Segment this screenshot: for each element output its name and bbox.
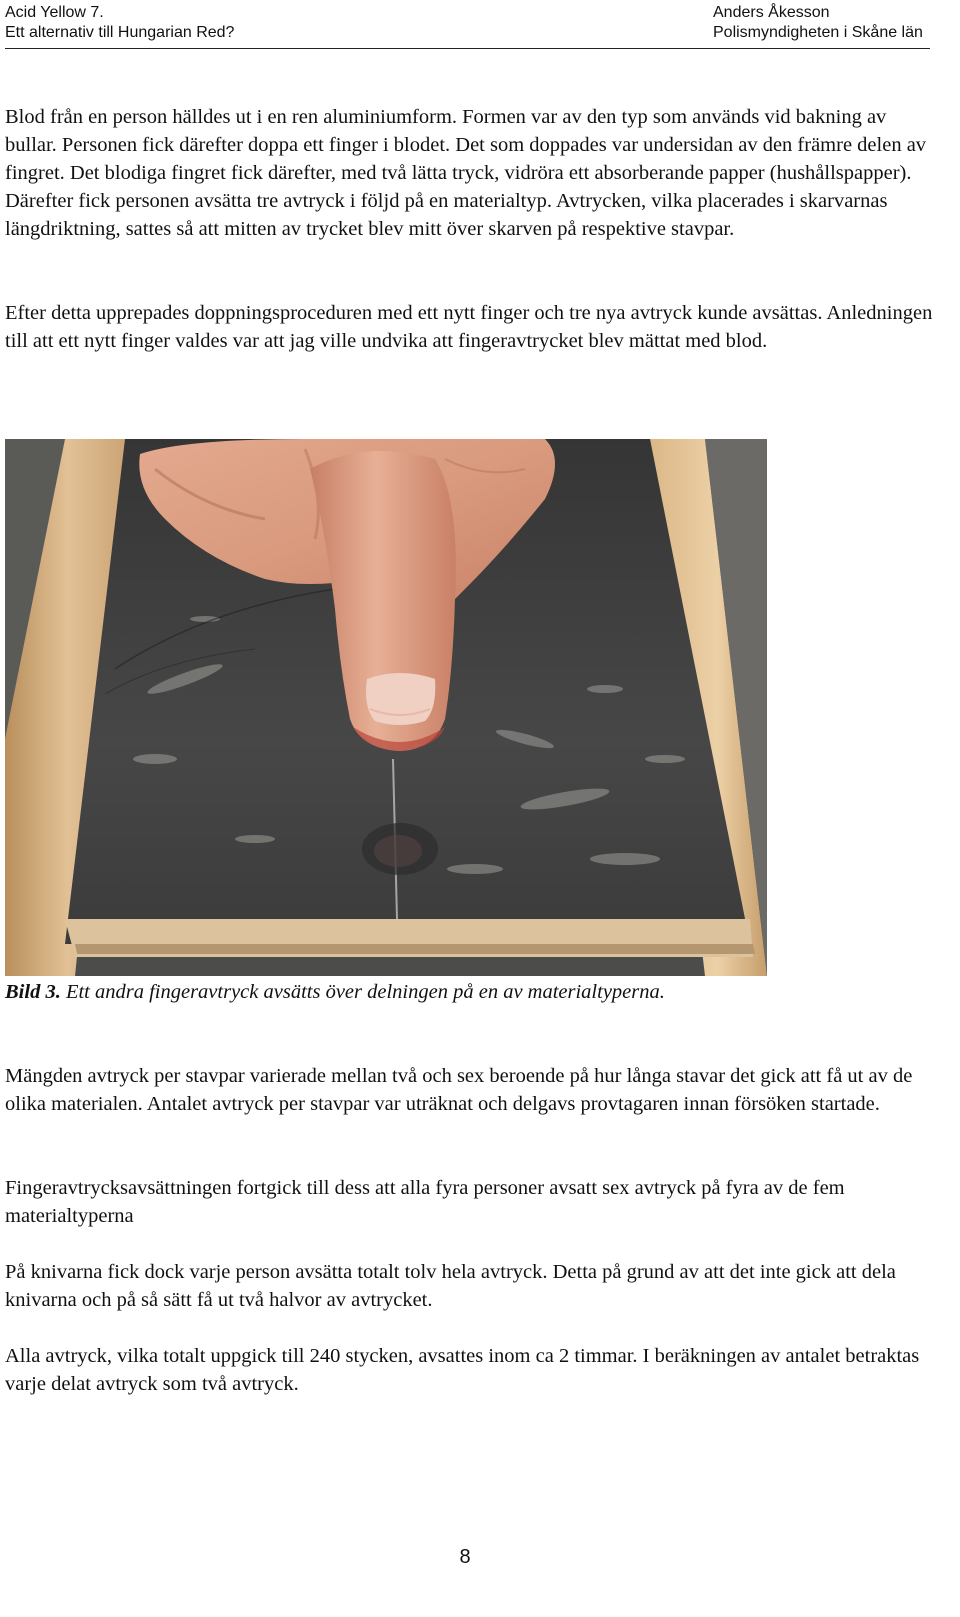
document-title: Acid Yellow 7. (5, 4, 104, 21)
figure-caption-text: Ett andra fingeravtryck avsätts över delningen på en av materialtyperna. (60, 981, 665, 1003)
author-name: Anders Åkesson (713, 4, 830, 21)
document-subtitle: Ett alternativ till Hungarian Red? (5, 24, 235, 41)
paragraph-deposition-progress: Fingeravtrycksavsättningen fortgick till dess att alla fyra personer avsatt sex avtryck på fyra av de fem materialtyperna (5, 1177, 845, 1227)
paragraph-total-prints: Alla avtryck, vilka totalt uppgick till 240 stycken, avsattes inom ca 2 timmar. I beräkningen av antalet betraktas varje delat avtryck som två avtryck. (5, 1345, 920, 1395)
header-left (5, 3, 234, 43)
page-number: 8 (459, 1546, 471, 1568)
author-organization: Polismyndigheten i Skåne län (713, 24, 923, 41)
figure-caption (5, 978, 665, 1006)
paragraph-repeat-procedure: Efter detta upprepades doppningsproceduren med ett nytt finger och tre nya avtryck kunde avsättas. Anledningen till att ett nytt finger valdes var att jag ville undvika att fingeravtrycket blev mättat med blod. (5, 302, 933, 352)
header-right (713, 3, 923, 43)
paragraph-blood-procedure: Blod från en person hälldes ut i en ren aluminiumform. Formen var av den typ som används vid bakning av bullar. Personen fick därefter doppa ett finger i blodet. Det som doppades var undersidan av den främre delen av fingret. Det blodiga fingret fick därefter, med två lätta tryck, vidröra ett absorberande papper (hushållspapper). Därefter fick personen avsätta tre avtryck i följd på en materialtyp. Avtrycken, vilka placerades i skarvarnas längdriktning, sattes så att mitten av trycket blev mitt över skarven på respektive stavpar. (5, 106, 927, 240)
figure-photo (5, 439, 767, 976)
paragraph-prints-per-pair: Mängden avtryck per stavpar varierade mellan två och sex beroende på hur långa stavar det gick att få ut av de olika materialen. Antalet avtryck per stavpar var uträknat och delgavs provtagaren innan försöken startade. (5, 1065, 913, 1115)
paragraph-knives: På knivarna fick dock varje person avsätta totalt tolv hela avtryck. Detta på grund av att det inte gick att dela knivarna och på så sätt få ut två halvor av avtrycket. (5, 1261, 896, 1311)
page-header (5, 2, 930, 49)
figure-label: Bild 3. (5, 981, 61, 1003)
